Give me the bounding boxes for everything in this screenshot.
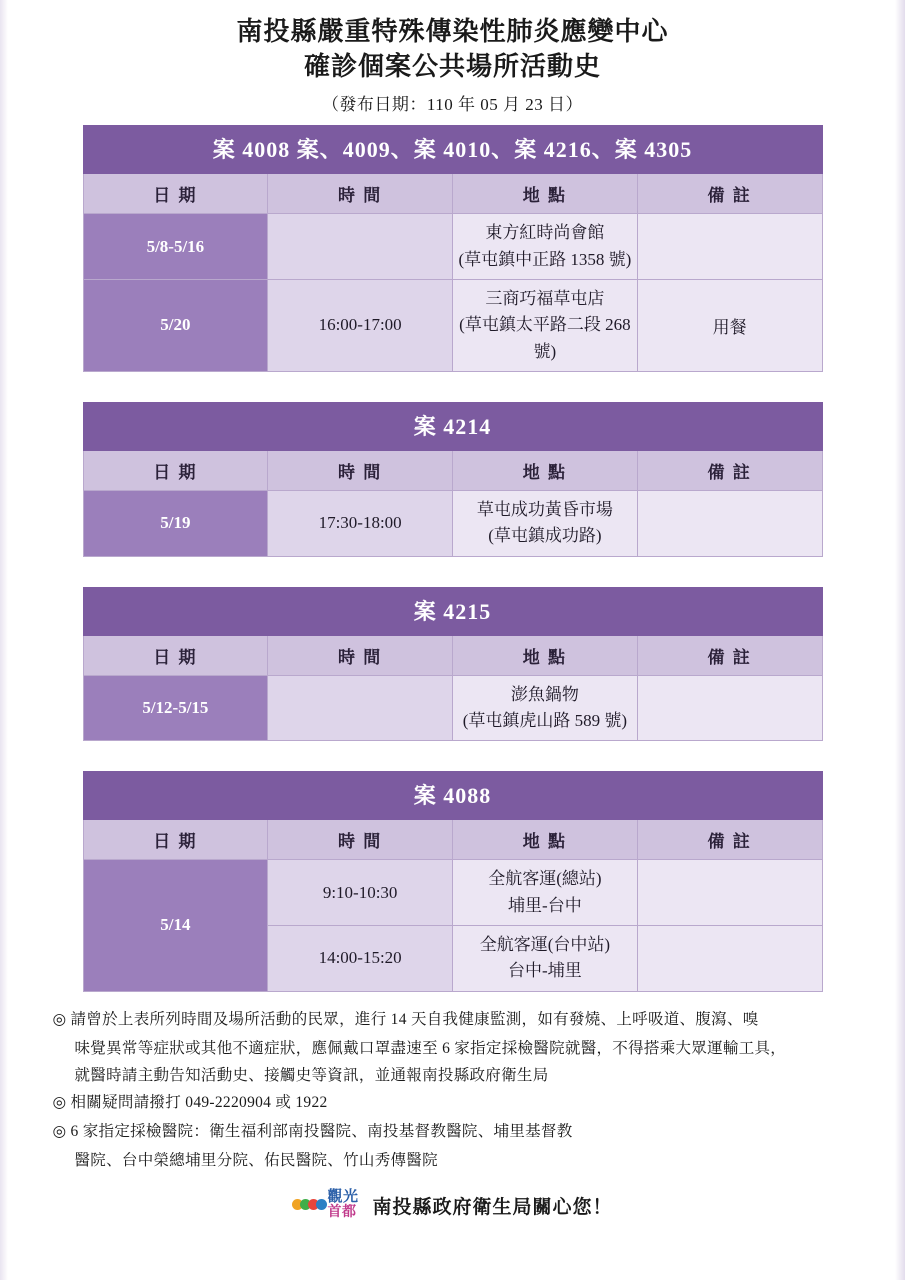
logo-line2: 首都	[327, 1205, 357, 1221]
cell-place	[453, 490, 638, 556]
cell-place-main: 三商巧福草屯店	[485, 288, 605, 308]
cell-place-main: 東方紅時尚會館	[485, 223, 605, 243]
cell-note	[637, 214, 822, 280]
notes-section	[53, 1006, 853, 1175]
cell-place-sub: (草屯鎮虎山路 589 號)	[462, 710, 628, 730]
logo-text	[327, 1190, 358, 1220]
column-header-date: 日 期	[83, 450, 268, 490]
page-title-line1: 南投縣嚴重特殊傳染性肺炎應變中心	[236, 17, 669, 46]
note-item-1-line1: ◎ 請曾於上表所列時間及場所活動的民眾，進行 14 天自我健康監測，如有發燒、上呼吸道、腹瀉、嗅	[52, 1010, 759, 1028]
cell-place-main: 全航客運(台中站)	[479, 934, 611, 954]
column-header-place: 地 點	[453, 635, 638, 675]
cell-place	[453, 860, 638, 926]
table-title-row	[83, 772, 822, 820]
cell-time: 9:10-10:30	[268, 860, 453, 926]
column-header-note: 備 註	[637, 174, 822, 214]
cell-note	[637, 675, 822, 741]
column-header-note: 備 註	[637, 820, 822, 860]
case-title: 案 4088	[83, 772, 822, 820]
note-item-2: ◎ 相關疑問請撥打 049-2220904 或 1922	[52, 1094, 328, 1112]
cell-time	[268, 214, 453, 280]
cell-place	[453, 675, 638, 741]
publish-date: （發布日期：110 年 05 月 23 日）	[321, 95, 584, 115]
cell-date: 5/8-5/16	[83, 214, 268, 280]
case-title: 案 4215	[83, 587, 822, 635]
page-edge-right	[895, 0, 905, 1280]
cell-place-sub: 埔里-台中	[508, 895, 582, 915]
column-header-time: 時 間	[268, 174, 453, 214]
column-header-place: 地 點	[453, 174, 638, 214]
cell-place-main: 全航客運(總站)	[488, 869, 602, 889]
cell-note	[637, 490, 822, 556]
column-header-place: 地 點	[453, 820, 638, 860]
table-header-row	[83, 450, 822, 490]
cell-time: 16:00-17:00	[268, 279, 453, 371]
column-header-time: 時 間	[268, 635, 453, 675]
cell-time: 14:00-15:20	[268, 925, 453, 991]
document-footer	[42, 1190, 863, 1220]
table-row	[83, 860, 822, 926]
cell-note	[637, 860, 822, 926]
logo-line1: 觀光	[327, 1189, 359, 1206]
note-item-1-line3: 就醫時請主動告知活動史、接觸史等資訊，並通報南投縣政府衛生局	[74, 1066, 549, 1084]
cell-time	[268, 675, 453, 741]
cell-place-sub: (草屯鎮中正路 1358 號)	[458, 249, 632, 269]
table-header-row	[83, 174, 822, 214]
cell-place-main: 澎魚鍋物	[510, 684, 579, 704]
column-header-note: 備 註	[637, 450, 822, 490]
note-item-3-line2: 醫院、台中榮總埔里分院、佑民醫院、竹山秀傳醫院	[74, 1152, 438, 1170]
cell-date-merged: 5/14	[83, 860, 268, 991]
table-title-row	[83, 402, 822, 450]
table-row	[83, 490, 822, 556]
cell-place-sub: (草屯鎮太平路二段 268 號)	[459, 315, 631, 361]
case-table-3	[83, 587, 823, 742]
logo-dots-icon	[292, 1197, 324, 1215]
table-row	[83, 214, 822, 280]
cell-date: 5/12-5/15	[83, 675, 268, 741]
table-header-row	[83, 820, 822, 860]
page-edge-left	[0, 0, 8, 1280]
nantou-tourism-logo	[292, 1190, 358, 1220]
table-row	[83, 675, 822, 741]
cell-date: 5/20	[83, 279, 268, 371]
cell-place-main: 草屯成功黃昏市場	[476, 499, 613, 519]
column-header-date: 日 期	[83, 820, 268, 860]
column-header-place: 地 點	[453, 450, 638, 490]
table-title-row	[83, 126, 822, 174]
cell-place-sub: (草屯鎮成功路)	[488, 526, 602, 546]
case-table-4	[83, 771, 823, 991]
column-header-time: 時 間	[268, 820, 453, 860]
cell-date: 5/19	[83, 490, 268, 556]
case-title: 案 4214	[83, 402, 822, 450]
note-item-1-line2: 味覺異常等症狀或其他不適症狀，應佩戴口罩盡速至 6 家指定採檢醫院就醫，不得搭乘大眾運輸工具，	[74, 1039, 787, 1057]
footer-text: 南投縣政府衛生局關心您！	[372, 1197, 613, 1219]
cell-time: 17:30-18:00	[268, 490, 453, 556]
table-title-row	[83, 587, 822, 635]
table-header-row	[83, 635, 822, 675]
document-header	[42, 14, 863, 115]
cell-place	[453, 214, 638, 280]
note-item-3-line1: ◎ 6 家指定採檢醫院：衛生福利部南投醫院、南投基督教醫院、埔里基督教	[52, 1123, 573, 1141]
case-table-1	[83, 125, 823, 372]
cell-place	[453, 925, 638, 991]
case-table-2	[83, 402, 823, 557]
case-title: 案 4008 案、4009、案 4010、案 4216、案 4305	[83, 126, 822, 174]
column-header-time: 時 間	[268, 450, 453, 490]
cell-note	[637, 925, 822, 991]
column-header-date: 日 期	[83, 174, 268, 214]
page-title-line2: 確診個案公共場所活動史	[303, 52, 601, 82]
table-row	[83, 279, 822, 371]
cell-place	[453, 279, 638, 371]
column-header-note: 備 註	[637, 635, 822, 675]
cell-note: 用餐	[637, 279, 822, 371]
cell-place-sub: 台中-埔里	[508, 961, 582, 981]
column-header-date: 日 期	[83, 635, 268, 675]
